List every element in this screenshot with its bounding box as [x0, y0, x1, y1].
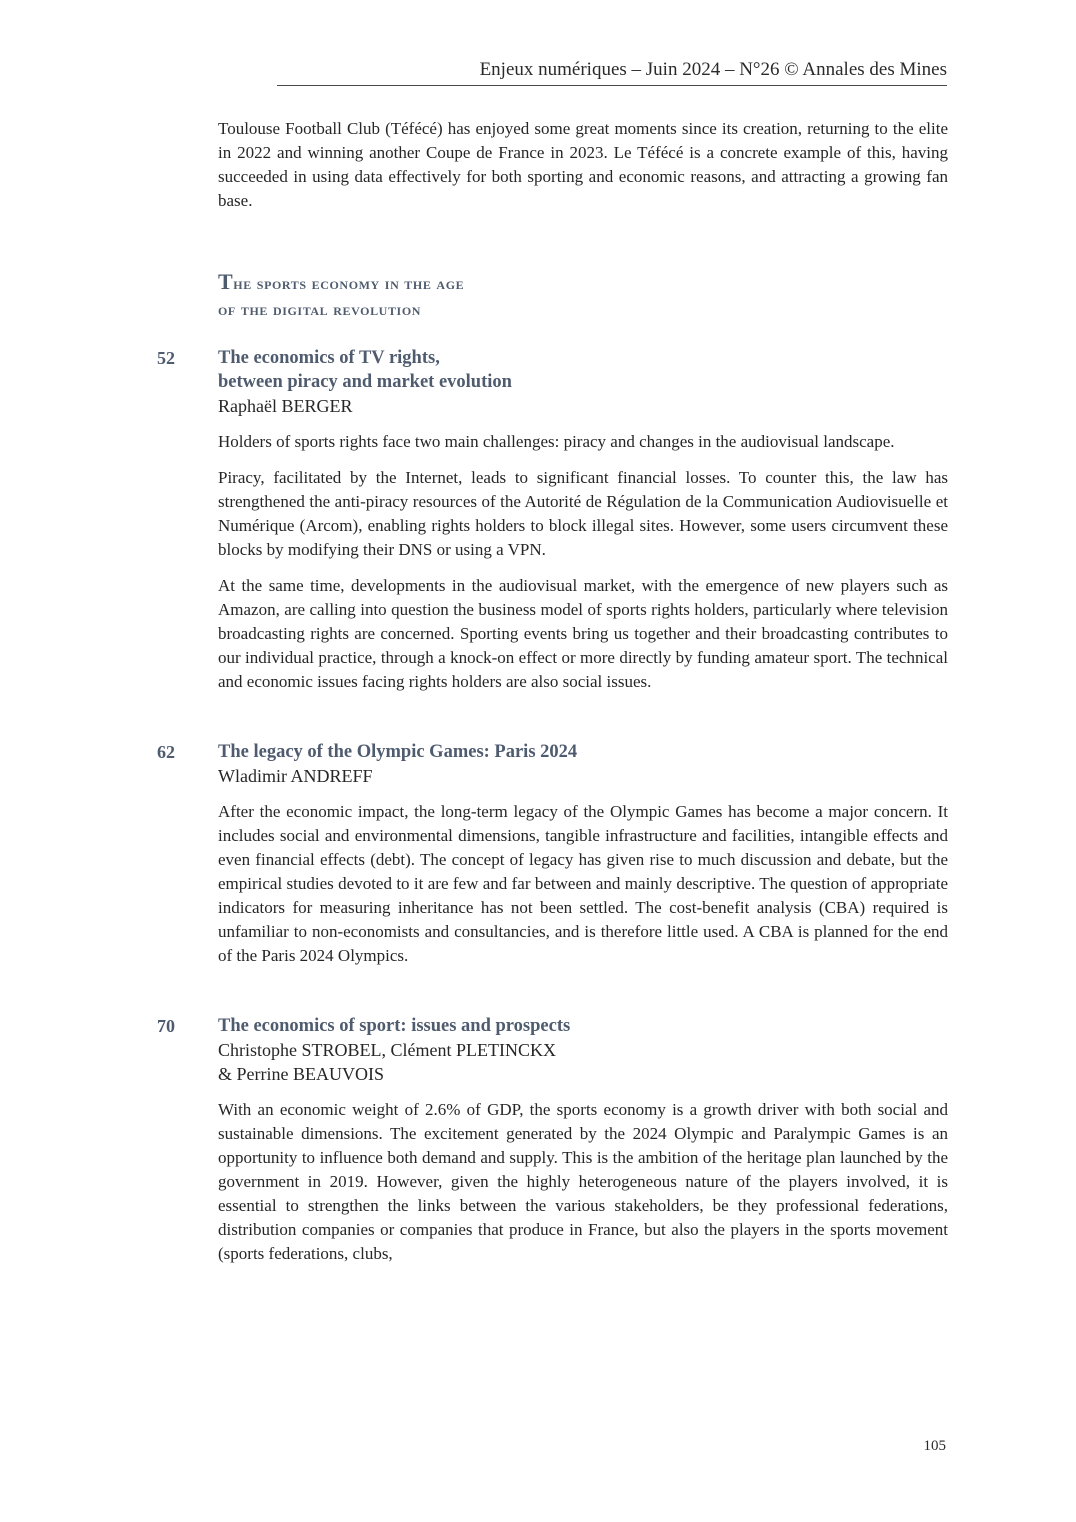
toc-entry [157, 740, 948, 968]
entry-title-line: between piracy and market evolution [218, 372, 512, 392]
entry-paragraph: With an economic weight of 2.6% of GDP, the sports economy is a growth driver with both social and sustainable dimensions. The excitement generated by the 2024 Olympic and Paralympic Games is an opportunity to influence both demand and supply. This is the ambition of the heritage plan launched by the government in 2019. However, given the highly heterogeneous nature of the players involved, it is essential to strengthen the links between the various stakeholders, be they professional federations, distribution companies or companies that produce in France, but also the players in the sports movement (sports federations, clubs, [218, 1100, 948, 1263]
entry-page-number: 52 [157, 348, 175, 368]
entry-author [218, 1038, 948, 1086]
intro-paragraph: Toulouse Football Club (Téfécé) has enjoyed some great moments since its creation, returning to the elite in 2022 and winning another Coupe de France in 2023. Le Téfécé is a concrete example of this, having succeeded in using data effectively for both sporting and economic reasons, and attracting a growing fan base. [218, 119, 948, 210]
section-heading-line1: he sports economy in the age [233, 273, 465, 293]
entry-author [218, 764, 948, 788]
entry-author-line: Christophe STROBEL, Clément PLETINCKX [218, 1040, 556, 1060]
page-content [157, 117, 948, 1278]
entry-title [218, 1014, 948, 1038]
running-header: Enjeux numériques – Juin 2024 – N°26 © Annales des Mines [277, 58, 947, 86]
entry-paragraph: After the economic impact, the long-term legacy of the Olympic Games has become a major concern. It includes social and environmental dimensions, tangible infrastructure and facilities, intangible effects and even financial effects (debt). The concept of legacy has given rise to much discussion and debate, but the empirical studies devoted to it are few and far between and mainly descriptive. The question of appropriate indicators for measuring inheritance has not been settled. The cost-benefit analysis (CBA) required is unfamiliar to non-economists and consultancies, and is therefore little used. A CBA is planned for the end of the Paris 2024 Olympics. [218, 802, 948, 965]
entry-page-number: 70 [157, 1016, 175, 1036]
entry-author [218, 394, 948, 418]
entry-author-line: Wladimir ANDREFF [218, 766, 373, 786]
entry-paragraph: Piracy, facilitated by the Internet, leads to significant financial losses. To counter this, the law has strengthened the anti-piracy resources of the Autorité de Régulation de la Communication Audiovisuelle et Numérique (Arcom), enabling rights holders to block illegal sites. However, some users circumvent these blocks by modifying their DNS or using a VPN. [218, 468, 948, 559]
entry-page-number: 62 [157, 742, 175, 762]
section-heading-line2: of the digital revolution [218, 299, 422, 319]
spacer [218, 706, 948, 740]
entry-title [218, 740, 948, 764]
entry-title-line: The economics of sport: issues and prospects [218, 1016, 571, 1036]
spacer [218, 980, 948, 1014]
toc-entry [157, 1014, 948, 1266]
toc-entry [157, 346, 948, 694]
entry-author-line: & Perrine BEAUVOIS [218, 1064, 384, 1084]
section-heading-initial: T [218, 269, 234, 294]
section-heading [218, 269, 948, 322]
entry-title-line: The economics of TV rights, [218, 348, 440, 368]
entry-author-line: Raphaël BERGER [218, 396, 353, 416]
page-number: 105 [923, 1438, 946, 1454]
entry-title-line: The legacy of the Olympic Games: Paris 2024 [218, 742, 578, 762]
entry-title [218, 346, 948, 394]
entry-paragraph: Holders of sports rights face two main challenges: piracy and changes in the audiovisual landscape. [218, 432, 895, 451]
entry-paragraph: At the same time, developments in the audiovisual market, with the emergence of new players such as Amazon, are calling into question the business model of sports rights holders, particularly where television broadcasting rights are concerned. Sporting events bring us together and their broadcasting contributes to our individual practice, through a knock-on effect or more directly by funding amateur sport. The technical and economic issues facing rights holders are also social issues. [218, 576, 948, 691]
